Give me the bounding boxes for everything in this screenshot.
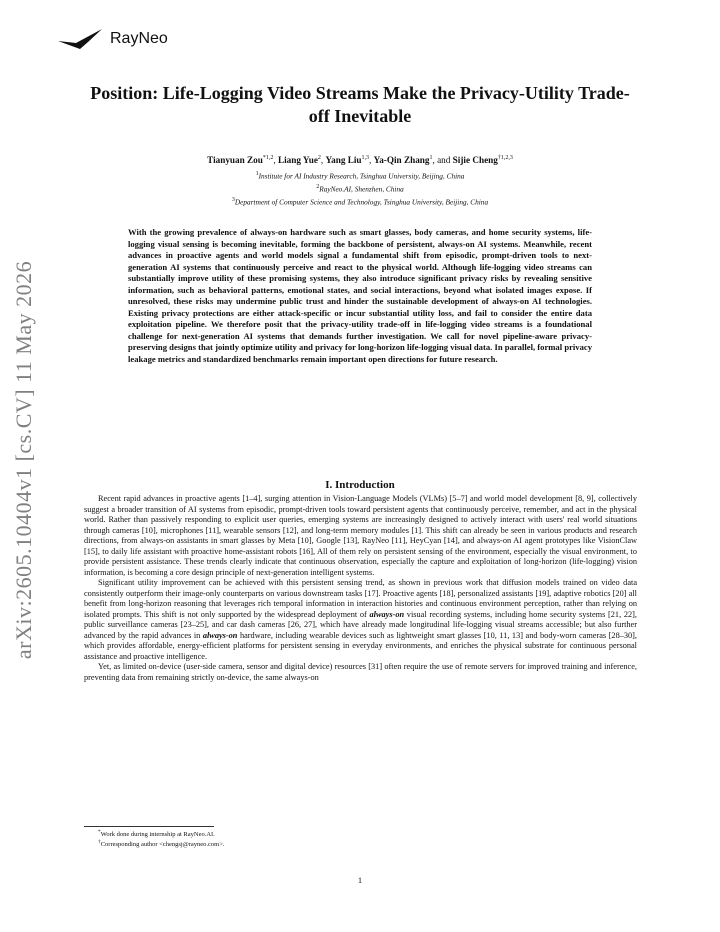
rayneo-bird-icon: [58, 27, 104, 51]
arxiv-stamp: arXiv:2605.10404v1 [cs.CV] 11 May 2026: [11, 260, 36, 660]
author-name: Yang Liu: [325, 155, 362, 166]
section-title: I. Introduction: [325, 479, 395, 491]
footnote-2: †Corresponding author <chengsj@rayneo.com>.: [98, 839, 225, 849]
author-affiliation-mark: 1,3: [361, 155, 369, 161]
footnote-1: *Work done during internship at RayNeo.AI.: [98, 829, 215, 839]
author-name: Sijie Cheng: [452, 155, 498, 166]
paragraph-1: Recent rapid advances in proactive agents [1–4], surging attention in Vision-Language Models (VLMs) [5–7] and world model development [8, 9], collectively suggest a broader transition of AI systems from episodic, prompt-driven tools toward persistent agents that continuously perceive, remember, and act in the physical world. Rather than passively responding to explicit user queries, emerging systems are increasingly designed to actively interact with users' real world situations through cameras [10], microphones [11], wearable sensors [12], and long-term memory modules [1]. This shift can already be seen in various products and research directions, from always-on assistants in smart glasses by Meta [10], Google [13], RayNeo [11], HeyCyan [14], and always-on AI agent prototypes like VisionClaw [15], to daily life assistant with proactive home-assistant robots [16], All of them rely on persistent sensing of the environment, especially the visual environment, to provide persistent assistance. These trends clearly indicate that continuous observation, especially the capture and exploitation of long-horizon (life-logging) vision information, is becoming a core design principle of next-generation intelligent systems.: [84, 494, 637, 577]
intro-body: [84, 494, 637, 683]
author-list: [80, 155, 640, 165]
author-affiliation-mark: *1,2: [262, 155, 274, 161]
author-separator: ,: [320, 155, 326, 166]
author-name: Liang Yue: [277, 155, 318, 166]
paragraph-2: Significant utility improvement can be achieved with this persistent sensing trend, as shown in previous work that diffusion models trained on video data consistently outperform their image-only counterparts on various downstream tasks [17]. Proactive agents [18], personalized assistants [19], adaptive robotics [20] all benefit from long-horizon reasoning that leverages rich temporal information in interaction histories and continuous environment perception, rather than relying on isolated prompts. This shift is not only supported by the widespread deployment of always-on visual recording systems, including home security systems [21, 22], public surveillance cameras [23–25], and car dash cameras [26, 27], which have already made longitudinal life-logging visual streams accessible; but also further advanced by the rapid advances in always-on hardware, including wearable devices such as lightweight smart glasses [10, 11, 13] and body-worn cameras [28–30], which provides affordable, energy-efficient platforms for persistent sensing in everyday environments, and enriches the physical substrate for continuous personal assistance and proactive intelligence.: [84, 578, 638, 661]
page-number: 1: [357, 875, 363, 885]
abstract: With the growing prevalence of always-on hardware such as smart glasses, body cameras, and home security systems, life-logging visual sensing is becoming inevitable, forming the backbone of persistent, always-on AI systems. Meanwhile, recent advances in proactive agents and world models signal a fundamental shift from episodic, prompt-driven tools to next-generation AI systems that continuously perceive and react to the physical world. Although life-logging video streams can substantially improve utility of these promising systems, they also introduce significant privacy risks by revealing sensitive information, such as behavioral patterns, emotional states, and social interactions, beyond what isolated images expose. If unresolved, these risks may undermine public trust and hinder the sustainable development of always-on AI technologies. Existing privacy protections are either attack-specific or incur substantial utility loss, and fail to consider the entire data exploitation pipeline. We therefore posit that the privacy-utility trade-off in life-logging video streams is a foundational challenge for next-generation AI systems that demands further investigation. We call for novel pipeline-aware privacy-preserving designs that jointly optimize utility and privacy for long-horizon life-logging visual data. In parallel, formal privacy leakage metrics and standardized benchmarks remain important open directions for future research.: [128, 227, 592, 364]
author-name: Ya-Qin Zhang: [373, 155, 430, 166]
rayneo-logo: [58, 27, 168, 51]
affiliation-2: $^2$RayNeo.AI, Shenzhen, China: [316, 184, 404, 194]
footnote-rule: [84, 826, 214, 827]
affiliation-3: $^3$Department of Computer Science and Technology, Tsinghua University, Beijing, China: [231, 197, 489, 207]
author-separator: ,: [369, 155, 374, 166]
author-separator: , and: [432, 155, 453, 166]
author-name: Tianyuan Zou: [207, 155, 263, 166]
author-affiliation-mark: 1: [429, 155, 433, 161]
logo-text: RayNeo: [110, 30, 168, 47]
author-affiliation-mark: 2: [317, 155, 321, 161]
author-affiliation-mark: †1,2,3: [497, 155, 513, 161]
author-separator: ,: [273, 155, 278, 166]
paragraph-3: Yet, as limited on-device (user-side camera, sensor and digital device) resources [31] often require the use of remote servers for improved training and inference, preventing data from remaining strictly on-device, the same always-on: [84, 662, 637, 682]
affiliation-1: $^1$Institute for AI Industry Research, Tsinghua University, Beijing, China: [255, 171, 465, 181]
paper-title: Position: Life-Logging Video Streams Make the Privacy-Utility Trade-off Inevitable: [90, 83, 630, 126]
